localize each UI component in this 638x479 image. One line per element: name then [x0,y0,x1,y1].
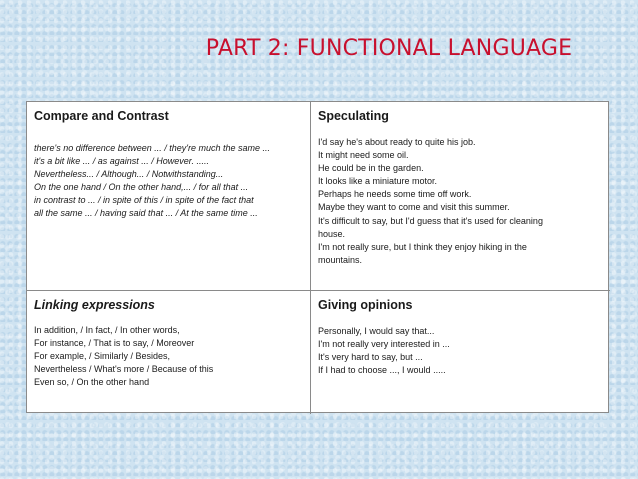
phrase-line: in contrast to ... / in spite of this / in spite of the fact that [34,195,254,206]
phrase-line: Nevertheless / What's more / Because of this [34,364,214,375]
phrase-line: Maybe they want to come and visit this summer. [318,202,510,213]
phrase-line: Personally, I would say that... [318,326,435,336]
phrase-line: If I had to choose ..., I would ..... [318,365,446,376]
phrase-line: It might need some oil. [318,150,409,161]
functional-language-table [26,101,609,413]
phrase-line: He could be in the garden. [318,163,424,174]
phrase-list [318,136,604,267]
cell-heading: Linking expressions [34,298,155,312]
phrase-line: Nevertheless... / Although... / Notwithstanding... [34,169,224,180]
phrase-line: I'm not really sure, but I think they enjoy hiking in the [318,241,527,252]
phrase-line: In addition, / In fact, / In other words, [34,325,180,335]
phrase-list [34,142,304,221]
phrase-line: For instance, / That is to say, / Moreover [34,338,195,349]
phrase-line: Perhaps he needs some time off work. [318,189,472,200]
cell-heading: Giving opinions [318,298,413,312]
cell-heading: Compare and Contrast [34,109,169,123]
phrase-line: there's no difference between ... / they're much the same ... [34,143,271,153]
cell-compare-contrast [27,102,311,291]
phrase-line: house. [318,228,346,239]
phrase-line: it's a bit like ... / as against ... / However. ..... [34,156,209,167]
phrase-list [318,325,604,377]
phrase-line: I'd say he's about ready to quite his job. [318,137,476,147]
phrase-line: I'm not really very interested in ... [318,339,450,350]
phrase-line: It's difficult to say, but I'd guess that it's used for cleaning [318,215,543,226]
cell-heading: Speculating [318,109,389,123]
phrase-line: all the same ... / having said that ... / At the same time ... [34,208,258,219]
cell-giving-opinions [311,291,610,414]
phrase-list [34,324,304,389]
phrase-line: Even so, / On the other hand [34,377,150,388]
page-title: PART 2: FUNCTIONAL LANGUAGE [205,36,573,61]
phrase-line: For example, / Similarly / Besides, [34,351,171,362]
cell-speculating [311,102,610,291]
phrase-line: On the one hand / On the other hand,... / for all that ... [34,182,249,193]
cell-linking-expressions [27,291,311,414]
phrase-line: mountains. [318,254,363,265]
phrase-line: It's very hard to say, but ... [318,352,423,363]
phrase-line: It looks like a miniature motor. [318,176,438,187]
